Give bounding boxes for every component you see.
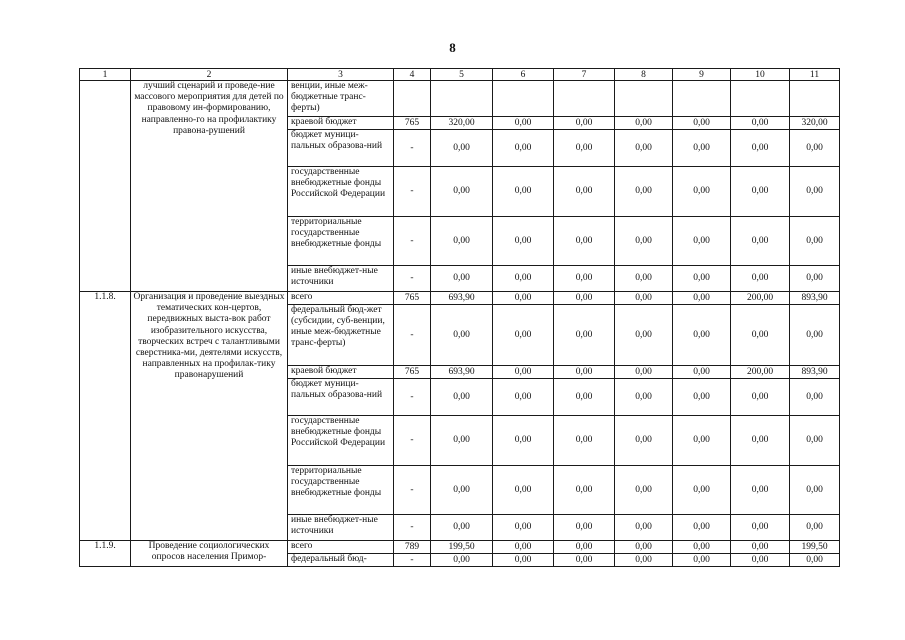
amount-col-7: 0,00 <box>554 416 615 466</box>
amount-col-10: 200,00 <box>731 292 790 305</box>
amount-col-10: 0,00 <box>731 117 790 130</box>
column-header-3: 3 <box>288 69 394 81</box>
amount-col-11: 0,00 <box>790 515 840 541</box>
budget-code: 765 <box>394 117 431 130</box>
column-header-6: 6 <box>493 69 554 81</box>
item-number: 1.1.9. <box>80 541 131 567</box>
amount-col-11: 0,00 <box>790 379 840 416</box>
budget-code <box>394 81 431 117</box>
column-header-10: 10 <box>731 69 790 81</box>
page-number: 8 <box>449 40 456 55</box>
amount-col-11: 893,90 <box>790 292 840 305</box>
amount-col-8: 0,00 <box>615 266 673 292</box>
column-header-7: 7 <box>554 69 615 81</box>
funding-source: государственные внебюджетные фонды Российской Федерации <box>288 167 394 217</box>
budget-table <box>79 68 840 567</box>
amount-col-10: 0,00 <box>731 305 790 366</box>
amount-col-7: 0,00 <box>554 305 615 366</box>
amount-col-7: 0,00 <box>554 554 615 567</box>
amount-col-8: 0,00 <box>615 366 673 379</box>
amount-col-8: 0,00 <box>615 305 673 366</box>
amount-col-5: 0,00 <box>431 416 493 466</box>
amount-col-6: 0,00 <box>493 167 554 217</box>
amount-col-5: 320,00 <box>431 117 493 130</box>
budget-code: - <box>394 515 431 541</box>
amount-col-6: 0,00 <box>493 466 554 515</box>
amount-col-9 <box>673 81 731 117</box>
amount-col-5: 693,90 <box>431 366 493 379</box>
amount-col-9: 0,00 <box>673 554 731 567</box>
amount-col-9: 0,00 <box>673 466 731 515</box>
amount-col-6: 0,00 <box>493 266 554 292</box>
amount-col-10: 0,00 <box>731 541 790 554</box>
amount-col-5: 0,00 <box>431 379 493 416</box>
amount-col-11 <box>790 81 840 117</box>
funding-source: краевой бюджет <box>288 117 394 130</box>
funding-source: всего <box>288 541 394 554</box>
amount-col-9: 0,00 <box>673 366 731 379</box>
amount-col-10: 0,00 <box>731 554 790 567</box>
funding-source: всего <box>288 292 394 305</box>
amount-col-9: 0,00 <box>673 292 731 305</box>
amount-col-9: 0,00 <box>673 130 731 167</box>
budget-code: - <box>394 416 431 466</box>
amount-col-6: 0,00 <box>493 541 554 554</box>
amount-col-10 <box>731 81 790 117</box>
funding-source: федеральный бюд-жет (субсидии, суб-венции, иные меж-бюджетные транс-ферты) <box>288 305 394 366</box>
amount-col-9: 0,00 <box>673 167 731 217</box>
amount-col-11: 0,00 <box>790 466 840 515</box>
amount-col-6: 0,00 <box>493 379 554 416</box>
amount-col-7: 0,00 <box>554 379 615 416</box>
column-header-2: 2 <box>131 69 288 81</box>
amount-col-8: 0,00 <box>615 554 673 567</box>
amount-col-7: 0,00 <box>554 167 615 217</box>
amount-col-7: 0,00 <box>554 466 615 515</box>
amount-col-11: 0,00 <box>790 305 840 366</box>
amount-col-9: 0,00 <box>673 117 731 130</box>
amount-col-7: 0,00 <box>554 515 615 541</box>
budget-code: 765 <box>394 292 431 305</box>
amount-col-8: 0,00 <box>615 379 673 416</box>
amount-col-10: 0,00 <box>731 217 790 266</box>
amount-col-9: 0,00 <box>673 541 731 554</box>
column-header-5: 5 <box>431 69 493 81</box>
amount-col-7: 0,00 <box>554 117 615 130</box>
amount-col-8 <box>615 81 673 117</box>
amount-col-5: 199,50 <box>431 541 493 554</box>
amount-col-8: 0,00 <box>615 167 673 217</box>
amount-col-5: 0,00 <box>431 217 493 266</box>
amount-col-7: 0,00 <box>554 130 615 167</box>
budget-code: - <box>394 167 431 217</box>
amount-col-8: 0,00 <box>615 292 673 305</box>
amount-col-9: 0,00 <box>673 266 731 292</box>
amount-col-7: 0,00 <box>554 541 615 554</box>
funding-source: бюджет муници-пальных образова-ний <box>288 379 394 416</box>
item-name: лучший сценарий и проведе-ние массового мероприятия для детей по правовому ин-формированию, направленно-го на профилактику правона-рушений <box>131 81 288 292</box>
amount-col-10: 0,00 <box>731 266 790 292</box>
amount-col-8: 0,00 <box>615 217 673 266</box>
amount-col-6: 0,00 <box>493 292 554 305</box>
funding-source: территориальные государственные внебюджетные фонды <box>288 466 394 515</box>
amount-col-5: 693,90 <box>431 292 493 305</box>
amount-col-11: 0,00 <box>790 554 840 567</box>
amount-col-11: 0,00 <box>790 416 840 466</box>
amount-col-6: 0,00 <box>493 130 554 167</box>
amount-col-6: 0,00 <box>493 305 554 366</box>
funding-source: иные внебюджет-ные источники <box>288 266 394 292</box>
funding-source: территориальные государственные внебюджетные фонды <box>288 217 394 266</box>
amount-col-6: 0,00 <box>493 217 554 266</box>
funding-source: краевой бюджет <box>288 366 394 379</box>
amount-col-6: 0,00 <box>493 416 554 466</box>
funding-source: венции, иные меж-бюджетные транс-ферты) <box>288 81 394 117</box>
budget-code: - <box>394 379 431 416</box>
amount-col-8: 0,00 <box>615 416 673 466</box>
amount-col-5: 0,00 <box>431 554 493 567</box>
item-number: 1.1.8. <box>80 292 131 541</box>
amount-col-6: 0,00 <box>493 554 554 567</box>
column-header-1: 1 <box>80 69 131 81</box>
table-row <box>80 292 840 305</box>
amount-col-10: 0,00 <box>731 515 790 541</box>
amount-col-5: 0,00 <box>431 130 493 167</box>
amount-col-9: 0,00 <box>673 416 731 466</box>
amount-col-7: 0,00 <box>554 366 615 379</box>
amount-col-5: 0,00 <box>431 515 493 541</box>
item-number <box>80 81 131 292</box>
amount-col-7: 0,00 <box>554 266 615 292</box>
amount-col-6: 0,00 <box>493 366 554 379</box>
funding-source: иные внебюджет-ные источники <box>288 515 394 541</box>
amount-col-8: 0,00 <box>615 466 673 515</box>
amount-col-8: 0,00 <box>615 515 673 541</box>
amount-col-5: 0,00 <box>431 266 493 292</box>
amount-col-10: 0,00 <box>731 379 790 416</box>
budget-code: - <box>394 305 431 366</box>
amount-col-5: 0,00 <box>431 305 493 366</box>
funding-source: федеральный бюд- <box>288 554 394 567</box>
amount-col-8: 0,00 <box>615 541 673 554</box>
amount-col-11: 0,00 <box>790 266 840 292</box>
amount-col-5 <box>431 81 493 117</box>
amount-col-9: 0,00 <box>673 379 731 416</box>
budget-code: 789 <box>394 541 431 554</box>
amount-col-6: 0,00 <box>493 515 554 541</box>
amount-col-10: 0,00 <box>731 466 790 515</box>
amount-col-7: 0,00 <box>554 292 615 305</box>
table-row <box>80 541 840 554</box>
table-header-row <box>80 69 840 81</box>
amount-col-11: 199,50 <box>790 541 840 554</box>
amount-col-8: 0,00 <box>615 130 673 167</box>
column-header-9: 9 <box>673 69 731 81</box>
amount-col-6 <box>493 81 554 117</box>
amount-col-7: 0,00 <box>554 217 615 266</box>
budget-code: - <box>394 266 431 292</box>
column-header-4: 4 <box>394 69 431 81</box>
amount-col-11: 0,00 <box>790 217 840 266</box>
amount-col-10: 0,00 <box>731 130 790 167</box>
budget-code: - <box>394 554 431 567</box>
budget-code: - <box>394 217 431 266</box>
funding-source: государственные внебюджетные фонды Российской Федерации <box>288 416 394 466</box>
amount-col-9: 0,00 <box>673 515 731 541</box>
amount-col-5: 0,00 <box>431 466 493 515</box>
amount-col-11: 0,00 <box>790 130 840 167</box>
amount-col-10: 0,00 <box>731 416 790 466</box>
table-row <box>80 81 840 117</box>
amount-col-11: 0,00 <box>790 167 840 217</box>
amount-col-6: 0,00 <box>493 117 554 130</box>
amount-col-5: 0,00 <box>431 167 493 217</box>
amount-col-9: 0,00 <box>673 305 731 366</box>
amount-col-10: 0,00 <box>731 167 790 217</box>
budget-code: - <box>394 130 431 167</box>
amount-col-11: 893,90 <box>790 366 840 379</box>
column-header-8: 8 <box>615 69 673 81</box>
column-header-11: 11 <box>790 69 840 81</box>
budget-code: - <box>394 466 431 515</box>
amount-col-11: 320,00 <box>790 117 840 130</box>
budget-code: 765 <box>394 366 431 379</box>
item-name: Проведение социологических опросов населения Примор- <box>131 541 288 567</box>
funding-source: бюджет муници-пальных образова-ний <box>288 130 394 167</box>
amount-col-10: 200,00 <box>731 366 790 379</box>
item-name: Организация и проведение выездных тематических кон-цертов, передвижных выста-вок работ изобразительного искусства, творческих встреч с талантливыми сверстника-ми, деятелями искусств, направленных на профилак-тику правонарушений <box>131 292 288 541</box>
amount-col-8: 0,00 <box>615 117 673 130</box>
amount-col-9: 0,00 <box>673 217 731 266</box>
amount-col-7 <box>554 81 615 117</box>
